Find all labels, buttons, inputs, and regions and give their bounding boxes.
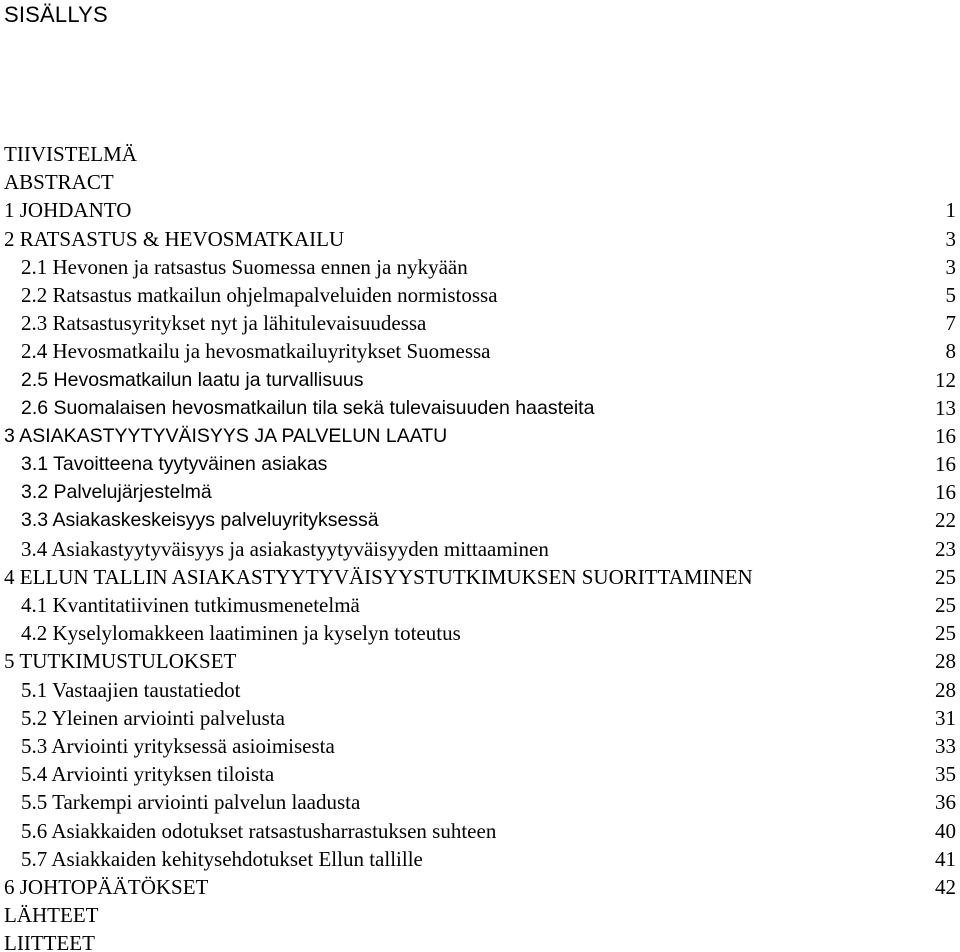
toc-entry[interactable] [0,337,960,365]
table-of-contents [0,140,960,952]
toc-entry-label: 5.7 Asiakkaiden kehitysehdotukset Ellun tallille [21,846,423,871]
toc-entry-label: 6 JOHTOPÄÄTÖKSET [4,874,209,899]
toc-entry-page: 25 [935,564,956,589]
toc-entry-label: 5.4 Arviointi yrityksen tiloista [21,762,275,787]
toc-entry-label: 1 JOHDANTO [4,198,132,223]
toc-entry-label: TIIVISTELMÄ [4,142,137,166]
toc-entry-label: 3.2 Palvelujärjestelmä [21,481,212,504]
toc-entry[interactable] [0,478,960,506]
toc-entry-page: 22 [935,508,956,533]
toc-entry-page: 16 [935,480,956,505]
toc-entry-page: 35 [935,762,956,787]
toc-entry[interactable] [0,760,960,788]
toc-entry-label: 2.4 Hevosmatkailu ja hevosmatkailuyritykset Suomessa [21,339,491,364]
toc-entry[interactable] [0,309,960,337]
toc-entry-page: 41 [935,846,956,871]
toc-entry-label: 3.3 Asiakaskeskeisyys palveluyrityksessä [21,509,379,532]
toc-entry[interactable] [0,196,960,224]
toc-entry-page: 25 [935,593,956,617]
toc-entry[interactable] [0,506,960,534]
toc-entry-page: 23 [935,536,956,561]
toc-entry[interactable] [0,873,960,901]
toc-entry-label: 3.1 Tavoitteena tyytyväinen asiakas [21,453,328,476]
toc-entry-page: 42 [935,874,956,899]
toc-entry[interactable] [0,366,960,394]
toc-entry-page: 28 [935,677,956,702]
toc-entry[interactable] [0,563,960,591]
toc-entry[interactable] [0,619,960,647]
toc-entry[interactable] [0,450,960,478]
toc-entry-page: 25 [935,621,956,646]
toc-entry-label: 3.4 Asiakastyytyväisyys ja asiakastyytyväisyyden mittaaminen [21,536,549,561]
toc-entry-label: ABSTRACT [4,170,114,195]
toc-entry[interactable] [0,845,960,873]
toc-entry[interactable] [0,647,960,675]
toc-entry-label: 5.3 Arviointi yrityksessä asioimisesta [21,733,335,758]
toc-entry[interactable] [0,281,960,309]
toc-entry[interactable] [0,591,960,619]
toc-entry[interactable] [0,140,960,168]
toc-entry[interactable] [0,817,960,845]
toc-entry[interactable] [0,422,960,450]
toc-entry[interactable] [0,168,960,196]
toc-entry-page: 36 [935,790,956,815]
toc-entry-page: 3 [945,254,956,279]
toc-entry-page: 7 [945,311,956,336]
toc-entry-page: 16 [935,423,956,448]
toc-entry-label: 2.2 Ratsastus matkailun ohjelmapalveluiden normistossa [21,282,498,307]
toc-entry-page: 33 [935,733,956,758]
toc-entry-page: 5 [945,282,956,307]
toc-entry-label: 4 ELLUN TALLIN ASIAKASTYYTYVÄISYYSTUTKIMUKSEN SUORITTAMINEN [4,564,753,589]
toc-entry[interactable] [0,253,960,281]
toc-entry-label: 5.5 Tarkempi arviointi palvelun laadusta [21,790,361,815]
toc-entry-page: 31 [935,705,956,730]
page-title: SISÄLLYS [4,2,108,27]
toc-entry-page: 40 [935,818,956,843]
toc-entry[interactable] [0,535,960,563]
toc-entry-label: 5.2 Yleinen arviointi palvelusta [21,705,285,730]
toc-entry-label: 2 RATSASTUS & HEVOSMATKAILU [4,226,345,251]
toc-entry-label: 5 TUTKIMUSTULOKSET [4,649,237,674]
toc-entry-page: 16 [935,452,956,477]
toc-entry-label: 4.1 Kvantitatiivinen tutkimusmenetelmä [21,593,360,617]
toc-entry[interactable] [0,901,960,929]
toc-entry-label: 2.5 Hevosmatkailun laatu ja turvallisuus [21,368,364,391]
toc-entry[interactable] [0,732,960,760]
toc-entry-label: 2.6 Suomalaisen hevosmatkailun tila sekä tulevaisuuden haasteita [21,396,595,419]
toc-entry-page: 12 [935,367,956,392]
toc-entry[interactable] [0,676,960,704]
toc-entry-label: 4.2 Kyselylomakkeen laatiminen ja kyselyn toteutus [21,621,461,646]
toc-entry[interactable] [0,225,960,253]
toc-entry-label: 3 ASIAKASTYYTYVÄISYYS JA PALVELUN LAATU [4,424,448,447]
toc-entry-page: 8 [945,339,956,364]
toc-entry-label: 2.1 Hevonen ja ratsastus Suomessa ennen ja nykyään [21,254,468,279]
toc-entry[interactable] [0,394,960,422]
toc-entry-label: 2.3 Ratsastusyritykset nyt ja lähitulevaisuudessa [21,311,427,336]
toc-entry-page: 28 [935,649,956,674]
toc-entry-label: 5.1 Vastaajien taustatiedot [21,677,241,702]
toc-entry[interactable] [0,704,960,732]
toc-entry[interactable] [0,929,960,952]
toc-entry-label: LIITTEET [4,931,95,952]
toc-entry-page: 3 [945,226,956,251]
toc-entry-page: 13 [935,395,956,420]
toc-entry-label: 5.6 Asiakkaiden odotukset ratsastusharrastuksen suhteen [21,818,497,843]
toc-entry-page: 1 [945,198,956,223]
toc-entry[interactable] [0,788,960,816]
toc-entry-label: LÄHTEET [4,903,99,928]
